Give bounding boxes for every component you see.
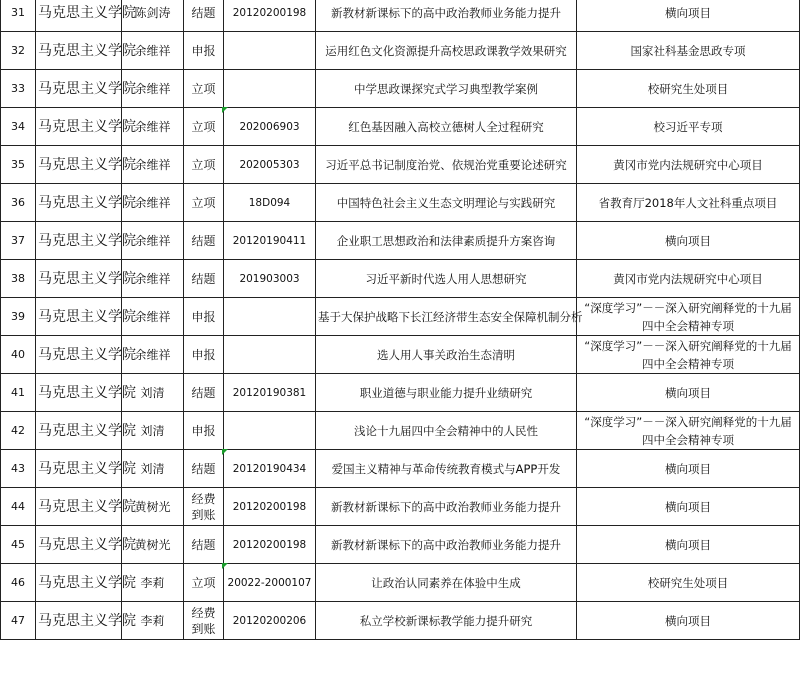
cell-row-number[interactable]: 39 bbox=[1, 298, 36, 336]
cell-project-code[interactable] bbox=[224, 70, 316, 108]
cell-project-code[interactable]: 202005303 bbox=[224, 146, 316, 184]
cell-project-code[interactable]: 20120200206 bbox=[224, 602, 316, 640]
cell-department[interactable]: 马克思主义学院 bbox=[36, 70, 122, 108]
cell-status[interactable]: 经费 到账 bbox=[184, 488, 224, 526]
table-row bbox=[1, 374, 800, 412]
cell-project-type[interactable]: 横向项目 bbox=[577, 526, 800, 564]
cell-status[interactable]: 立项 bbox=[184, 146, 224, 184]
cell-project-code[interactable] bbox=[224, 412, 316, 450]
cell-project-title[interactable]: 习近平新时代选人用人思想研究 bbox=[316, 260, 577, 298]
cell-project-code[interactable]: 20120190434 bbox=[224, 450, 316, 488]
cell-project-type[interactable]: 横向项目 bbox=[577, 602, 800, 640]
cell-project-type[interactable]: 校研究生处项目 bbox=[577, 70, 800, 108]
cell-project-title[interactable]: 运用红色文化资源提升高校思政课教学效果研究 bbox=[316, 32, 577, 70]
cell-person[interactable]: 黄树光 bbox=[122, 526, 184, 564]
cell-person[interactable]: 余维祥 bbox=[122, 222, 184, 260]
cell-project-code[interactable]: 20120200198 bbox=[224, 526, 316, 564]
cell-status[interactable]: 申报 bbox=[184, 336, 224, 374]
cell-project-title[interactable]: 中学思政课探究式学习典型教学案例 bbox=[316, 70, 577, 108]
table-row bbox=[1, 108, 800, 146]
cell-project-type[interactable]: 横向项目 bbox=[577, 450, 800, 488]
table-row bbox=[1, 412, 800, 450]
cell-department[interactable]: 马克思主义学院 bbox=[36, 336, 122, 374]
cell-person[interactable]: 李莉 bbox=[122, 564, 184, 602]
cell-department[interactable]: 马克思主义学院 bbox=[36, 108, 122, 146]
cell-person[interactable]: 余维祥 bbox=[122, 260, 184, 298]
cell-project-title[interactable]: 选人用人事关政治生态清明 bbox=[316, 336, 577, 374]
cell-row-number[interactable]: 45 bbox=[1, 526, 36, 564]
cell-row-number[interactable]: 34 bbox=[1, 108, 36, 146]
table-row bbox=[1, 564, 800, 602]
cell-project-type[interactable]: 校研究生处项目 bbox=[577, 564, 800, 602]
cell-project-title[interactable]: 新教材新课标下的高中政治教师业务能力提升 bbox=[316, 526, 577, 564]
cell-project-type[interactable]: “深度学习”－－深入研究阐释党的十九届四中全会精神专项 bbox=[577, 298, 800, 336]
cell-row-number[interactable]: 41 bbox=[1, 374, 36, 412]
cell-department[interactable]: 马克思主义学院 bbox=[36, 260, 122, 298]
cell-department[interactable]: 马克思主义学院 bbox=[36, 184, 122, 222]
cell-status[interactable]: 结题 bbox=[184, 0, 224, 32]
cell-department[interactable]: 马克思主义学院 bbox=[36, 298, 122, 336]
cell-status[interactable]: 申报 bbox=[184, 32, 224, 70]
cell-person[interactable]: 余维祥 bbox=[122, 336, 184, 374]
cell-department[interactable]: 马克思主义学院 bbox=[36, 602, 122, 640]
cell-project-title[interactable]: 基于大保护战略下长江经济带生态安全保障机制分析 bbox=[316, 298, 577, 336]
cell-project-code[interactable]: 18D094 bbox=[224, 184, 316, 222]
cell-row-number[interactable]: 33 bbox=[1, 70, 36, 108]
table-row bbox=[1, 260, 800, 298]
cell-person[interactable]: 余维祥 bbox=[122, 146, 184, 184]
cell-status[interactable]: 结题 bbox=[184, 222, 224, 260]
cell-project-title[interactable]: 浅论十九届四中全会精神中的人民性 bbox=[316, 412, 577, 450]
cell-department[interactable]: 马克思主义学院 bbox=[36, 412, 122, 450]
cell-project-type[interactable]: 横向项目 bbox=[577, 374, 800, 412]
cell-project-code[interactable]: 201903003 bbox=[224, 260, 316, 298]
table-body bbox=[1, 0, 800, 640]
table-row bbox=[1, 602, 800, 640]
cell-department[interactable]: 马克思主义学院 bbox=[36, 450, 122, 488]
cell-department[interactable]: 马克思主义学院 bbox=[36, 32, 122, 70]
cell-project-code[interactable]: 20022-2000107 bbox=[224, 564, 316, 602]
cell-row-number[interactable]: 47 bbox=[1, 602, 36, 640]
table-row bbox=[1, 70, 800, 108]
cell-project-title[interactable]: 中国特色社会主义生态文明理论与实践研究 bbox=[316, 184, 577, 222]
cell-project-title[interactable]: 新教材新课标下的高中政治教师业务能力提升 bbox=[316, 488, 577, 526]
table-row bbox=[1, 222, 800, 260]
cell-project-title[interactable]: 职业道德与职业能力提升业绩研究 bbox=[316, 374, 577, 412]
table-row bbox=[1, 450, 800, 488]
cell-person[interactable]: 刘清 bbox=[122, 374, 184, 412]
cell-project-type[interactable]: 横向项目 bbox=[577, 488, 800, 526]
table-row bbox=[1, 146, 800, 184]
cell-person[interactable]: 余维祥 bbox=[122, 298, 184, 336]
cell-project-code[interactable]: 20120200198 bbox=[224, 488, 316, 526]
cell-project-type[interactable]: 黄冈市党内法规研究中心项目 bbox=[577, 146, 800, 184]
cell-status[interactable]: 结题 bbox=[184, 526, 224, 564]
cell-department[interactable]: 马克思主义学院 bbox=[36, 488, 122, 526]
table-row bbox=[1, 488, 800, 526]
cell-project-code[interactable] bbox=[224, 32, 316, 70]
cell-row-number[interactable]: 31 bbox=[1, 0, 36, 32]
table-row bbox=[1, 298, 800, 336]
cell-status[interactable]: 立项 bbox=[184, 184, 224, 222]
cell-department[interactable]: 马克思主义学院 bbox=[36, 374, 122, 412]
table-row bbox=[1, 32, 800, 70]
cell-row-number[interactable]: 35 bbox=[1, 146, 36, 184]
cell-person[interactable]: 刘清 bbox=[122, 412, 184, 450]
cell-project-type[interactable]: 国家社科基金思政专项 bbox=[577, 32, 800, 70]
cell-row-number[interactable]: 38 bbox=[1, 260, 36, 298]
cell-project-code[interactable]: 202006903 bbox=[224, 108, 316, 146]
cell-project-title[interactable]: 爱国主义精神与革命传统教育模式与APP开发 bbox=[316, 450, 577, 488]
table-row bbox=[1, 184, 800, 222]
cell-status[interactable]: 立项 bbox=[184, 70, 224, 108]
cell-project-type[interactable]: “深度学习”－－深入研究阐释党的十九届四中全会精神专项 bbox=[577, 336, 800, 374]
table-row bbox=[1, 0, 800, 32]
cell-row-number[interactable]: 37 bbox=[1, 222, 36, 260]
cell-project-type[interactable]: “深度学习”－－深入研究阐释党的十九届四中全会精神专项 bbox=[577, 412, 800, 450]
cell-person[interactable]: 余维祥 bbox=[122, 108, 184, 146]
cell-row-number[interactable]: 44 bbox=[1, 488, 36, 526]
cell-row-number[interactable]: 46 bbox=[1, 564, 36, 602]
cell-status[interactable]: 结题 bbox=[184, 374, 224, 412]
cell-project-type[interactable]: 校习近平专项 bbox=[577, 108, 800, 146]
cell-project-title[interactable]: 私立学校新课标教学能力提升研究 bbox=[316, 602, 577, 640]
table-row bbox=[1, 526, 800, 564]
comment-marker-icon bbox=[222, 563, 228, 569]
comment-marker-icon bbox=[222, 107, 228, 113]
cell-project-title[interactable]: 让政治认同素养在体验中生成 bbox=[316, 564, 577, 602]
cell-project-type[interactable]: 黄冈市党内法规研究中心项目 bbox=[577, 260, 800, 298]
cell-project-code[interactable]: 20120190411 bbox=[224, 222, 316, 260]
cell-person[interactable]: 刘清 bbox=[122, 450, 184, 488]
cell-project-title[interactable]: 新教材新课标下的高中政治教师业务能力提升 bbox=[316, 0, 577, 32]
cell-status[interactable]: 立项 bbox=[184, 108, 224, 146]
cell-status[interactable]: 经费 到账 bbox=[184, 602, 224, 640]
cell-person[interactable]: 陈剑涛 bbox=[122, 0, 184, 32]
cell-department[interactable]: 马克思主义学院 bbox=[36, 146, 122, 184]
cell-status[interactable]: 立项 bbox=[184, 564, 224, 602]
cell-project-type[interactable]: 横向项目 bbox=[577, 222, 800, 260]
cell-status[interactable]: 申报 bbox=[184, 412, 224, 450]
cell-person[interactable]: 余维祥 bbox=[122, 32, 184, 70]
cell-person[interactable]: 黄树光 bbox=[122, 488, 184, 526]
cell-department[interactable]: 马克思主义学院 bbox=[36, 222, 122, 260]
cell-project-title[interactable]: 企业职工思想政治和法律素质提升方案咨询 bbox=[316, 222, 577, 260]
cell-department[interactable]: 马克思主义学院 bbox=[36, 564, 122, 602]
cell-person[interactable]: 余维祥 bbox=[122, 70, 184, 108]
table-row bbox=[1, 336, 800, 374]
cell-status[interactable]: 申报 bbox=[184, 298, 224, 336]
cell-project-type[interactable]: 横向项目 bbox=[577, 0, 800, 32]
cell-row-number[interactable]: 32 bbox=[1, 32, 36, 70]
cell-project-code[interactable]: 20120190381 bbox=[224, 374, 316, 412]
cell-person[interactable]: 余维祥 bbox=[122, 184, 184, 222]
cell-project-title[interactable]: 习近平总书记制度治党、依规治党重要论述研究 bbox=[316, 146, 577, 184]
cell-project-code[interactable]: 20120200198 bbox=[224, 0, 316, 32]
cell-department[interactable]: 马克思主义学院 bbox=[36, 526, 122, 564]
cell-department[interactable]: 马克思主义学院 bbox=[36, 0, 122, 32]
cell-row-number[interactable]: 36 bbox=[1, 184, 36, 222]
cell-status[interactable]: 结题 bbox=[184, 260, 224, 298]
cell-project-code[interactable] bbox=[224, 298, 316, 336]
cell-row-number[interactable]: 42 bbox=[1, 412, 36, 450]
cell-status[interactable]: 结题 bbox=[184, 450, 224, 488]
cell-project-code[interactable] bbox=[224, 336, 316, 374]
cell-row-number[interactable]: 40 bbox=[1, 336, 36, 374]
cell-person[interactable]: 李莉 bbox=[122, 602, 184, 640]
comment-marker-icon bbox=[222, 449, 228, 455]
cell-project-type[interactable]: 省教育厅2018年人文社科重点项目 bbox=[577, 184, 800, 222]
cell-row-number[interactable]: 43 bbox=[1, 450, 36, 488]
cell-project-title[interactable]: 红色基因融入高校立德树人全过程研究 bbox=[316, 108, 577, 146]
